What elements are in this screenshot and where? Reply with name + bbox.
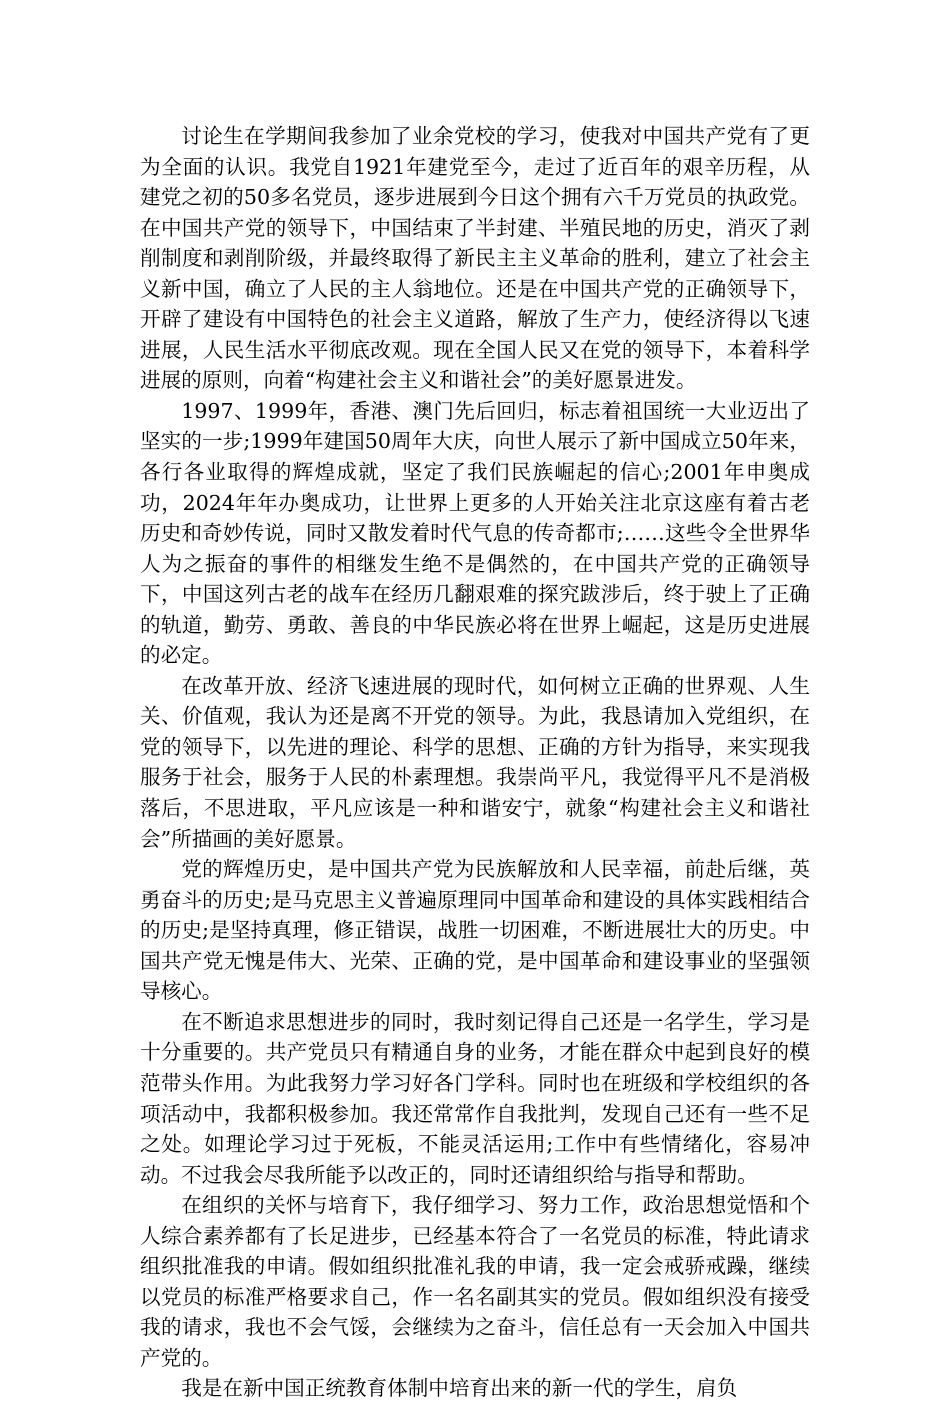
paragraph-5: 在不断追求思想进步的同时，我时刻记得自己还是一名学生，学习是十分重要的。共产党员只有精通自身的业务，才能在群众中起到良好的模范带头作用。为此我努力学习好各门学科。同时也在班级和学校组织的各项活动中，我都积极参加。我还常常作自我批判，发现自己还有一些不足之处。如理论学习过于死板，不能灵活运用;工作中有些情绪化，容易冲动。不过我会尽我所能予以改正的，同时还请组织给与指导和帮助。	[140, 1009, 810, 1187]
paragraph-1: 讨论生在学期间我参加了业余党校的学习，使我对中国共产党有了更为全面的认识。我党自1921年建党至今，走过了近百年的艰辛历程，从建党之初的50多名党员，逐步进展到今日这个拥有六千万党员的执政党。在中国共产党的领导下，中国结束了半封建、半殖民地的历史，消灭了剥削制度和剥削阶级，并最终取得了新民主主义革命的胜利，建立了社会主义新中国，确立了人民的主人翁地位。还是在中国共产党的正确领导下，开辟了建设有中国特色的社会主义道路，解放了生产力，使经济得以飞速进展，人民生活水平彻底改观。现在全国人民又在党的领导下，本着科学进展的原则，向着“构建社会主义和谐社会”的美好愿景进发。	[140, 124, 810, 393]
document-body	[140, 121, 810, 1404]
paragraph-2: 1997、1999年，香港、澳门先后回归，标志着祖国统一大业迈出了坚实的一步;1999年建国50周年大庆，向世人展示了新中国成立50年来，各行各业取得的辉煌成就，坚定了我们民族崛起的信心;2001年申奥成功，2024年年办奥成功，让世界上更多的人开始关注北京这座有着古老历史和奇妙传说，同时又散发着时代气息的传奇都市;……这些令全世界华人为之振奋的事件的相继发生绝不是偶然的，在中国共产党的正确领导下，中国这列古老的战车在经历几翻艰难的探究跋涉后，终于驶上了正确的轨道，勤劳、勇敢、善良的中华民族必将在世界上崛起，这是历史进展的必定。	[140, 398, 810, 668]
paragraph-4: 党的辉煌历史，是中国共产党为民族解放和人民幸福，前赴后继，英勇奋斗的历史;是马克思主义普遍原理同中国革命和建设的具体实践相结合的历史;是坚持真理，修正错误，战胜一切困难，不断进展壮大的历史。中国共产党无愧是伟大、光荣、正确的党，是中国革命和建设事业的坚强领导核心。	[140, 857, 810, 1004]
paragraph-3: 在改革开放、经济飞速进展的现时代，如何树立正确的世界观、人生关、价值观，我认为还是离不开党的领导。为此，我恳请加入党组织，在党的领导下，以先进的理论、科学的思想、正确的方针为指导，来实现我服务于社会，服务于人民的朴素理想。我崇尚平凡，我觉得平凡不是消极落后，不思进取，平凡应该是一种和谐安宁，就象“构建社会主义和谐社会”所描画的美好愿景。	[140, 673, 810, 851]
paragraph-7: 我是在新中国正统教育体制中培育出来的新一代的学生，肩负	[181, 1376, 738, 1401]
paragraph-6: 在组织的关怀与培育下，我仔细学习、努力工作，政治思想觉悟和个人综合素养都有了长足进步，已经基本符合了一名党员的标准，特此请求组织批准我的申请。假如组织批准礼我的申请，我一定会戒骄戒躁，继续以党员的标准严格要求自己，作一名名副其实的党员。假如组织没有接受我的请求，我也不会气馁，会继续为之奋斗，信任总有一天会加入中国共产党的。	[140, 1193, 810, 1370]
